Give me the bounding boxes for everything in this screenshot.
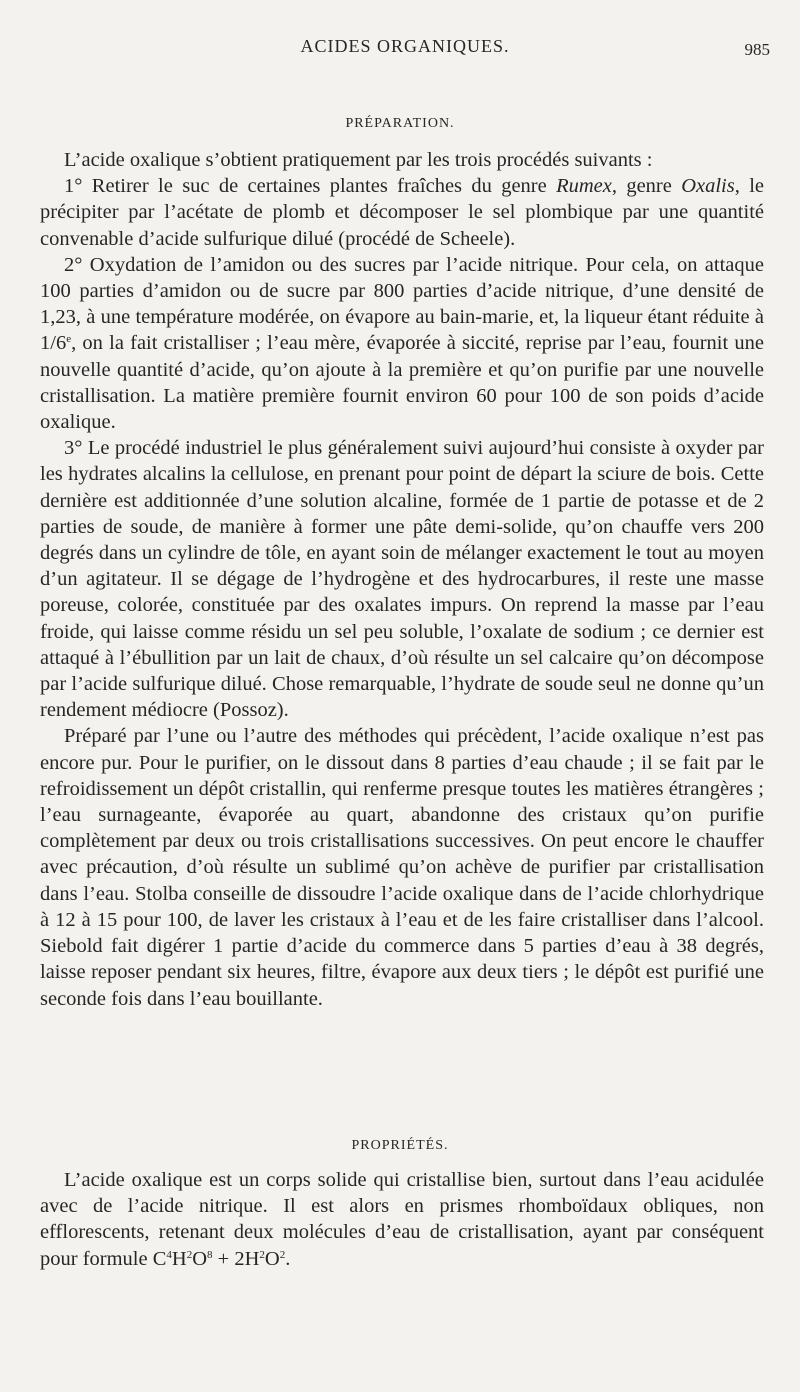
section-heading-proprietes: PROPRIÉTÉS. [351, 1138, 449, 1153]
running-title: ACIDES ORGANIQUES. [300, 36, 510, 56]
paragraph: 3° Le procédé industriel le plus généralement suivi aujourd’hui consiste à oxyder par les hydrates alcalins la cellulose, en prenant pour point de départ la sciure de bois. Cette dernière est additionnée d’une solution alcaline, formée de 1 partie de potasse et de 2 parties de soude, de manière à former une pâte demi-solide, qu’on chauffe vers 200 degrés dans un cylindre de tôle, en ayant soin de mélanger exactement le tout au moyen d’un agitateur. Il se dégage de l’hydrogène et des hydrocarbures, il reste une masse poreuse, colorée, constituée par des oxalates impurs. On reprend la masse par l’eau froide, qui laisse comme résidu un sel peu soluble, l’oxalate de sodium ; ce dernier est attaqué à l’ébullition par un lait de chaux, d’où résulte un sel calcaire qu’on décompose par l’acide sulfurique dilué. Chose remarquable, l’hydrate de soude seul ne donne qu’un rendement médiocre (Possoz). [40, 437, 764, 722]
paragraph: 1° Retirer le suc de certaines plantes fraîches du genre Rumex, genre Oxalis, le précipiter par l’acétate de plomb et décomposer le sel plombique par une quantité convenable d’acide sulfurique dilué (procédé de Scheele). [40, 175, 764, 250]
paragraph: L’acide oxalique s’obtient pratiquement par les trois procédés suivants : [64, 149, 653, 171]
section-heading-preparation: PRÉPARATION. [345, 116, 455, 131]
paragraph: 2° Oxydation de l’amidon ou des sucres par l’acide nitrique. Pour cela, on attaque 100 parties d’amidon ou de sucre par 800 parties d’acide nitrique, d’une densité de 1,23, à une température modérée, on évapore au bain-marie, et, la liqueur étant réduite à 1/6e, on la fait cristalliser ; l’eau mère, évaporée à siccité, reprise par l’eau, fournit une nouvelle quantité d’acide, qu’on ajoute à la première et qu’on purifie par une nouvelle cristallisation. La matière première fournit environ 60 pour 100 de son poids d’acide oxalique. [40, 253, 764, 434]
page-number: 985 [744, 40, 770, 59]
page-header [40, 34, 770, 64]
paragraph: Préparé par l’une ou l’autre des méthodes qui précèdent, l’acide oxalique n’est pas encore pur. Pour le purifier, on le dissout dans 8 parties d’eau chaude ; il se fait par le refroidissement un dépôt cristallin, qui renferme presque toutes les matières étrangères ; l’eau surnageante, évaporée au quart, abandonne des cristaux qu’on purifie complètement par deux ou trois cristallisations successives. On peut encore le chauffer avec précaution, d’où résulte un sublimé qu’on achève de purifier par cristallisation dans l’eau. Stolba conseille de dissoudre l’acide oxalique dans de l’acide chlorhydrique à 12 à 15 pour 100, de laver les cristaux à l’eau et de les faire cristalliser dans l’alcool. Siebold fait digérer 1 partie d’acide du commerce dans 5 parties d’eau à 38 degrés, laisse reposer pendant six heures, filtre, évapore aux deux tiers ; le dépôt est purifié une seconde fois dans l’eau bouillante. [40, 725, 764, 1010]
paragraph: L’acide oxalique est un corps solide qui cristallise bien, surtout dans l’eau acidulée avec de l’acide nitrique. Il est alors en prismes rhomboïdaux obliques, non efflorescents, retenant deux molécules d’eau de cristallisation, ayant par conséquent pour formule $C^4H^2O^8 + 2H^2O^2$. [40, 1169, 764, 1270]
preparation-body [40, 147, 764, 1012]
proprietes-body [40, 1167, 764, 1272]
